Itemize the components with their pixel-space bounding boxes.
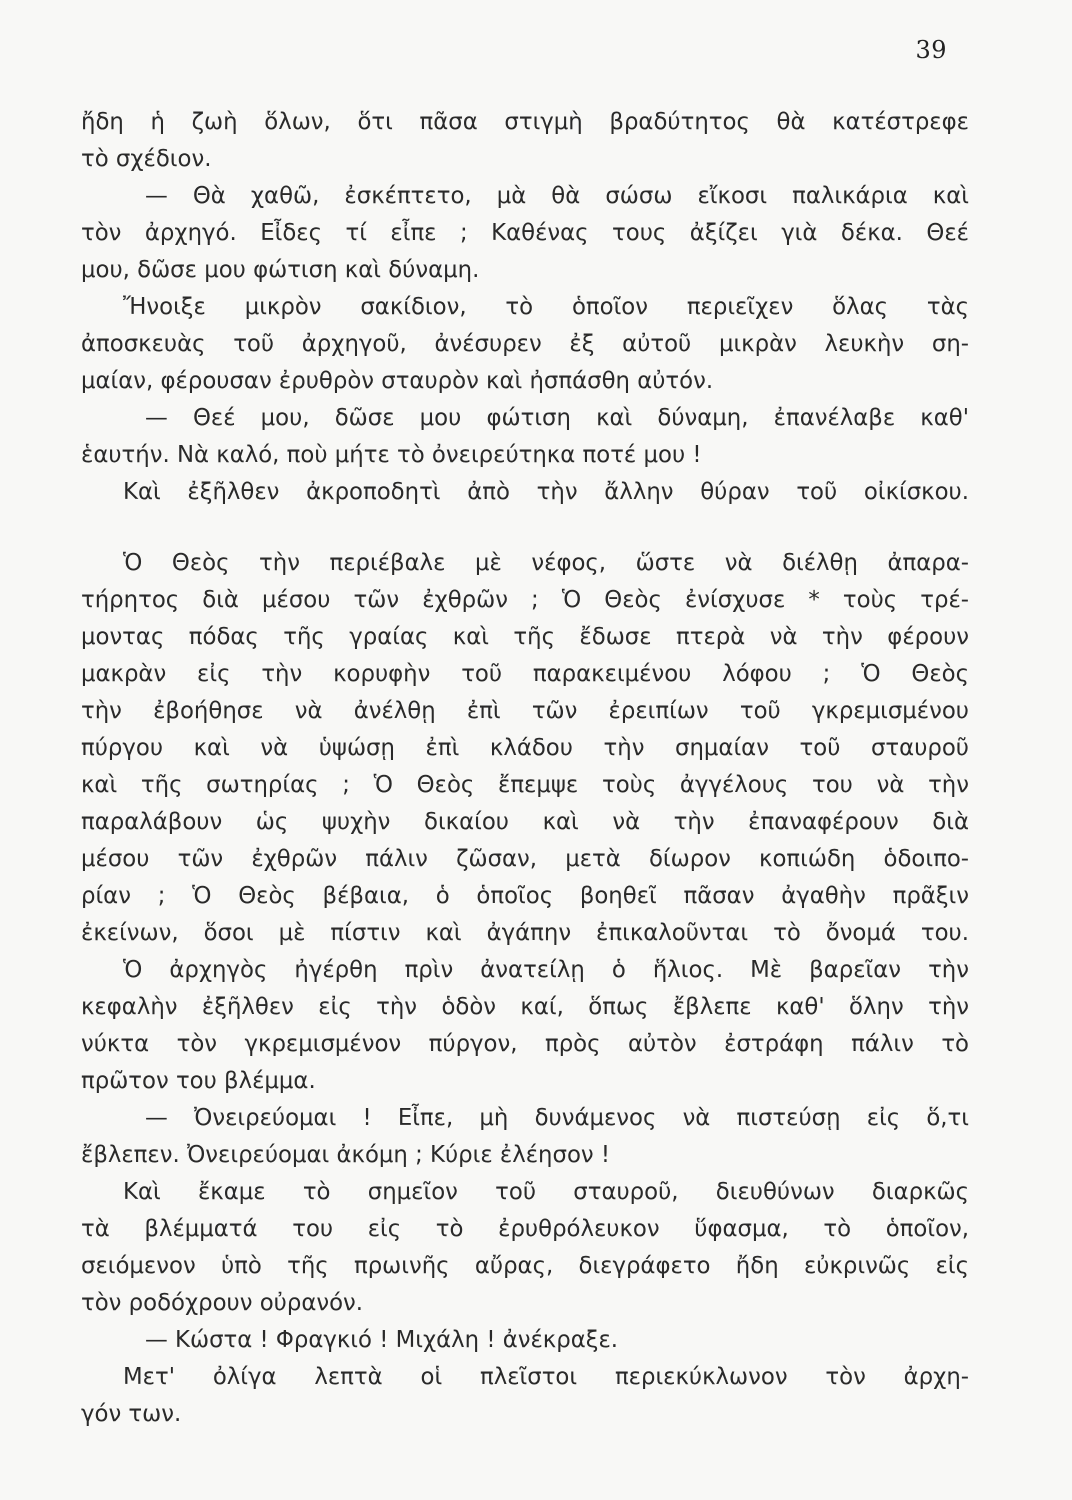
text-line: Ὁ Θεὸς τὴν περιέβαλε μὲ νέφος, ὥστε νὰ διέλθῃ ἀπαρα- (123, 550, 969, 576)
text-line: παραλάβουν ὡς ψυχὴν δικαίου καὶ νὰ τὴν ἐπαναφέρουν διὰ (81, 809, 969, 835)
text-line: Καὶ ἔκαμε τὸ σημεῖον τοῦ σταυροῦ, διευθύνων διαρκῶς (123, 1179, 969, 1205)
text-line: τὴν ἐβοήθησε νὰ ἀνέλθῃ ἐπὶ τῶν ἐρειπίων τοῦ γκρεμισμένου (81, 698, 969, 724)
text-line: νύκτα τὸν γκρεμισμένον πύργον, πρὸς αὐτὸν ἐστράφη πάλιν τὸ (81, 1031, 969, 1057)
text-line: μέσου τῶν ἐχθρῶν πάλιν ζῶσαν, μετὰ δίωρον κοπιώδη ὁδοιπο- (81, 846, 969, 872)
text-line: μοντας πόδας τῆς γραίας καὶ τῆς ἔδωσε πτερὰ νὰ τὴν φέρουν (81, 624, 969, 650)
text-line: ἤδη ἡ ζωὴ ὅλων, ὅτι πᾶσα στιγμὴ βραδύτητος θὰ κατέστρεφε (81, 109, 969, 135)
text-line: πρῶτον του βλέμμα. (81, 1068, 316, 1094)
text-line: ἐκείνων, ὅσοι μὲ πίστιν καὶ ἀγάπην ἐπικαλοῦνται τὸ ὄνομά του. (81, 920, 969, 946)
text-line: — Θεέ μου, δῶσε μου φώτιση καὶ δύναμη, ἐπανέλαβε καθ' (145, 405, 969, 431)
text-body (81, 104, 969, 1433)
text-line: τήρητος διὰ μέσου τῶν ἐχθρῶν ; Ὁ Θεὸς ἐνίσχυσε * τοὺς τρέ- (81, 587, 969, 613)
text-line: πύργου καὶ νὰ ὑψώσῃ ἐπὶ κλάδου τὴν σημαίαν τοῦ σταυροῦ (81, 735, 969, 761)
text-line: — Ὀνειρεύομαι ! Εἶπε, μὴ δυνάμενος νὰ πιστεύσῃ εἰς ὅ,τι (145, 1105, 969, 1131)
text-line: τὰ βλέμματά του εἰς τὸ ἐρυθρόλευκον ὕφασμα, τὸ ὁποῖον, (81, 1216, 969, 1242)
text-line: μαίαν, φέρουσαν ἐρυθρὸν σταυρὸν καὶ ἠσπάσθη αὐτόν. (81, 368, 714, 394)
paragraph-gap (81, 511, 969, 545)
text-line: — Θὰ χαθῶ, ἐσκέπτετο, μὰ θὰ σώσω εἴκοσι παλικάρια καὶ (145, 183, 969, 209)
text-line: Καὶ ἐξῆλθεν ἀκροποδητὶ ἀπὸ τὴν ἄλλην θύραν τοῦ οἰκίσκου. (123, 479, 969, 505)
text-line: σειόμενον ὑπὸ τῆς πρωινῆς αὔρας, διεγράφετο ἤδη εὐκρινῶς εἰς (81, 1253, 969, 1279)
text-line: ἀποσκευὰς τοῦ ἀρχηγοῦ, ἀνέσυρεν ἐξ αὐτοῦ μικρὰν λευκὴν ση- (81, 331, 969, 357)
text-line: γόν των. (81, 1401, 182, 1427)
text-line: ἔβλεπεν. Ὀνειρεύομαι ἀκόμη ; Κύριε ἐλέησον ! (81, 1142, 611, 1168)
text-line: Μετ' ὀλίγα λεπτὰ οἱ πλεῖστοι περιεκύκλωνον τὸν ἀρχη- (123, 1364, 969, 1390)
text-line: Ὁ ἀρχηγὸς ἠγέρθη πρὶν ἀνατείλῃ ὁ ἥλιος. Μὲ βαρεῖαν τὴν (123, 957, 969, 983)
text-line: καὶ τῆς σωτηρίας ; Ὁ Θεὸς ἔπεμψε τοὺς ἀγγέλους του νὰ τὴν (81, 772, 969, 798)
text-line: μακρὰν εἰς τὴν κορυφὴν τοῦ παρακειμένου λόφου ; Ὁ Θεὸς (81, 661, 969, 687)
text-line: κεφαλὴν ἐξῆλθεν εἰς τὴν ὁδὸν καί, ὅπως ἔβλεπε καθ' ὅλην τὴν (81, 994, 969, 1020)
text-line: ἑαυτήν. Νὰ καλό, ποὺ μήτε τὸ ὀνειρεύτηκα ποτέ μου ! (81, 442, 702, 468)
page-number: 39 (915, 36, 947, 64)
text-line: Ἤνοιξε μικρὸν σακίδιον, τὸ ὁποῖον περιεῖχεν ὅλας τὰς (123, 294, 969, 320)
text-line: τὸν ροδόχρουν οὐρανόν. (81, 1290, 364, 1316)
text-line: — Κώστα ! Φραγκιό ! Μιχάλη ! ἀνέκραξε. (145, 1327, 619, 1353)
text-line: τὸν ἀρχηγό. Εἶδες τί εἶπε ; Καθένας τους ἀξίζει γιὰ δέκα. Θεέ (81, 220, 969, 246)
text-line: τὸ σχέδιον. (81, 146, 212, 172)
text-line: ρίαν ; Ὁ Θεὸς βέβαια, ὁ ὁποῖος βοηθεῖ πᾶσαν ἀγαθὴν πρᾶξιν (81, 883, 969, 909)
text-line: μου, δῶσε μου φώτιση καὶ δύναμη. (81, 257, 480, 283)
